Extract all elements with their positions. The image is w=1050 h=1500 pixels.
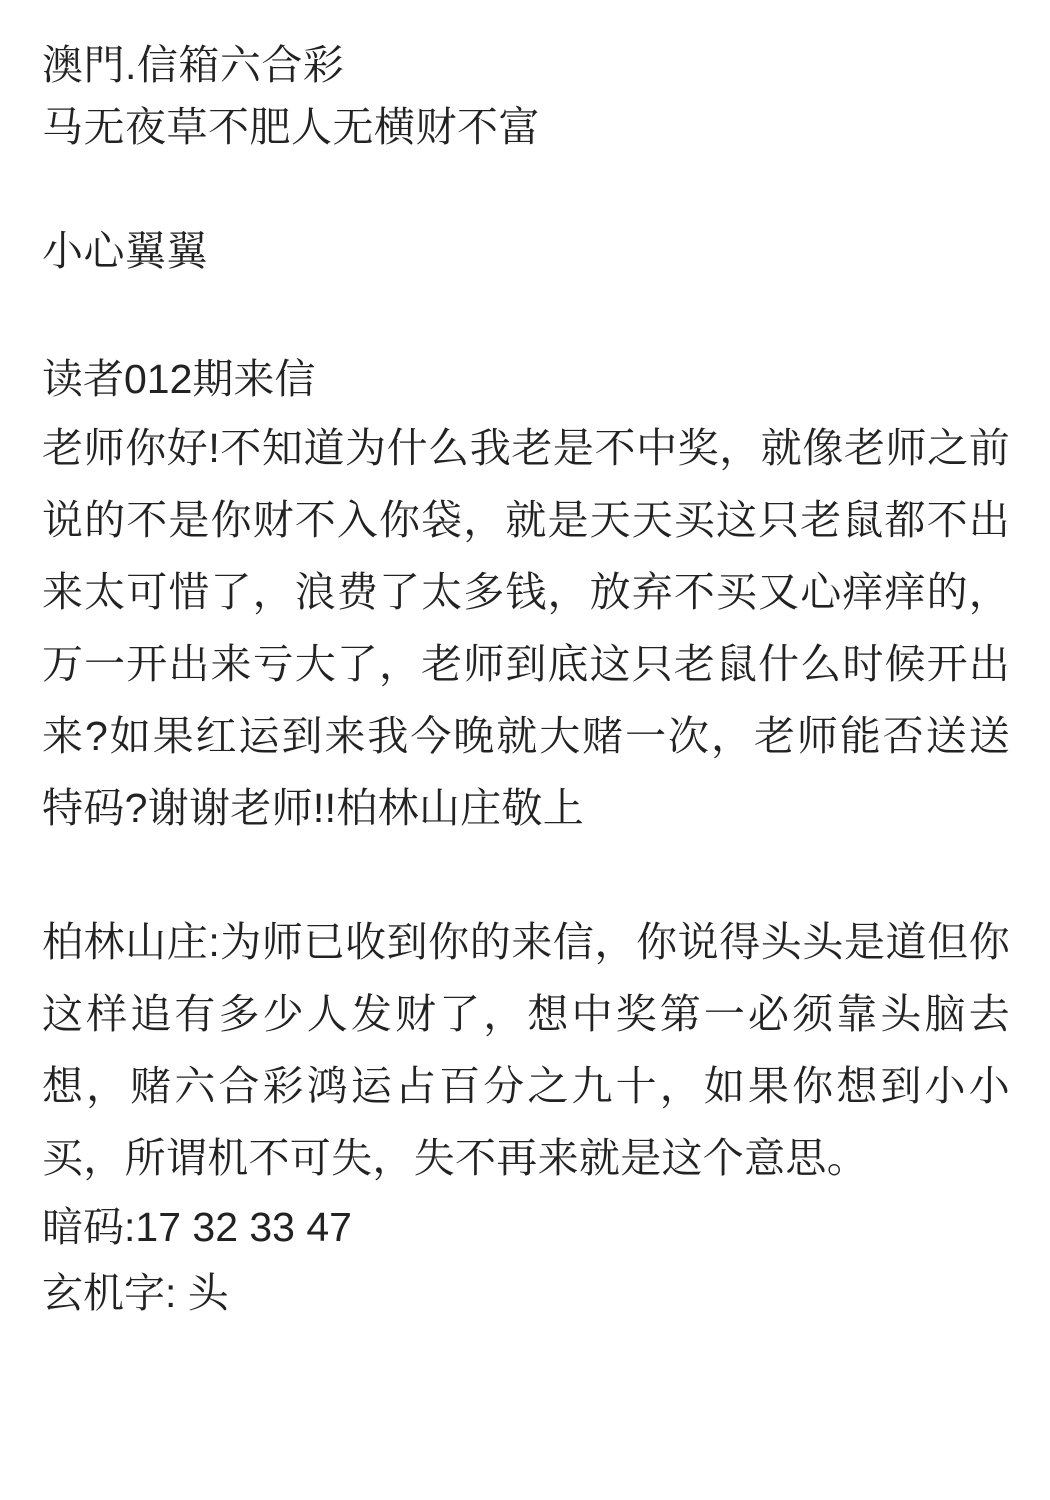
riddle-word-line: 玄机字: 头 xyxy=(42,1270,229,1316)
document-motto: 小心翼翼 xyxy=(42,228,208,274)
letter-body: 老师你好!不知道为什么我老是不中奖，就像老师之前说的不是你财不入你袋，就是天天买这只老鼠都不出来太可惜了，浪费了太多钱，放弃不买又心痒痒的，万一开出来亏大了，老师到底这只老鼠什么时候开出来?如果红运到来我今晚就大赌一次，老师能否送送特码?谢谢老师!!柏林山庄敬上 xyxy=(42,425,1010,831)
spacer-after-motto xyxy=(42,282,1010,346)
letter-heading: 读者012期来信 xyxy=(42,356,316,402)
document-subtitle: 马无夜草不肥人无横财不富 xyxy=(42,104,540,150)
reply-body: 柏林山庄:为师已收到你的来信，你说得头头是道但你这样追有多少人发财了，想中奖第一必须靠头脑去想，赌六合彩鸿运占百分之九十，如果你想到小小买，所谓机不可失，失不再来就是这个意思。 xyxy=(42,919,1010,1181)
secret-code-line: 暗码:17 32 33 47 xyxy=(42,1204,352,1250)
spacer-before-reply xyxy=(42,844,1010,906)
document-title: 澳門.信箱六合彩 xyxy=(42,42,345,88)
spacer-after-title xyxy=(42,158,1010,220)
